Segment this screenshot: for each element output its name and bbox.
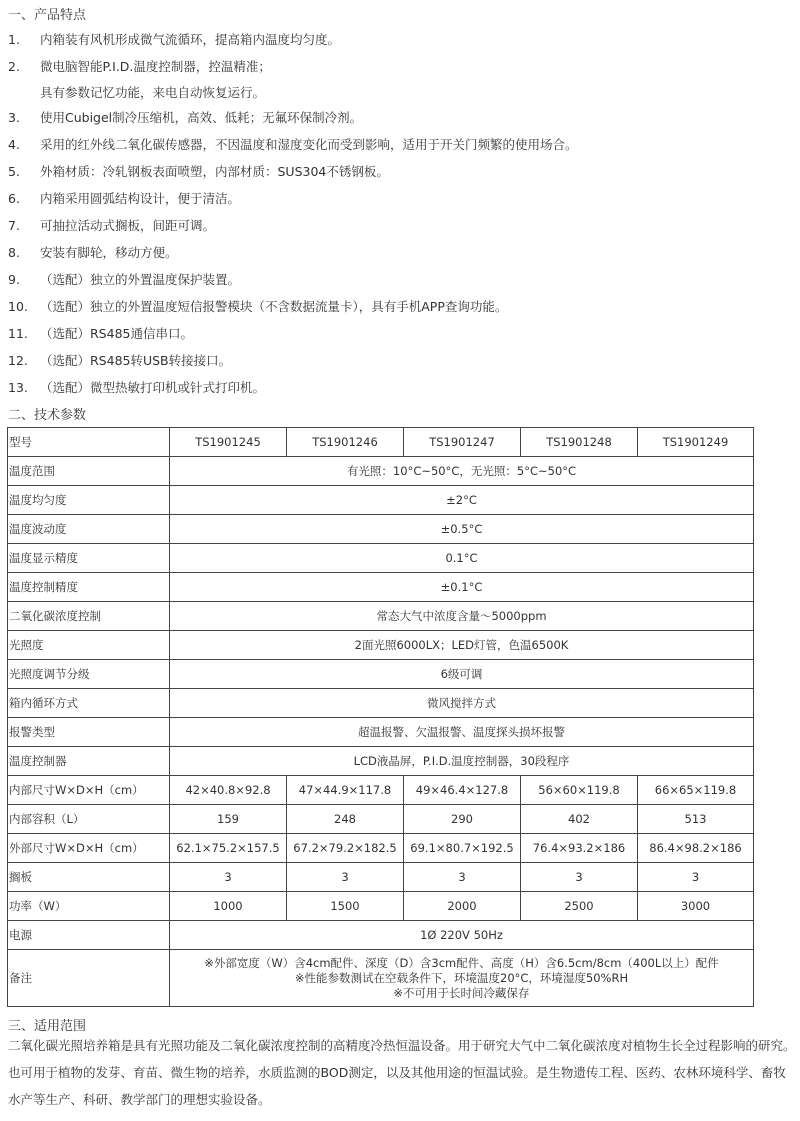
table-row (8, 747, 754, 776)
cell-value: 402 (521, 805, 638, 834)
feature-number: 9. (8, 272, 20, 287)
row-label: 光照度 (8, 631, 170, 660)
cell-value: 3 (521, 863, 638, 892)
row-value: 有光照：10°C~50°C，无光照：5°C~50°C (170, 457, 754, 486)
section-title-specs: 二、技术参数 (8, 408, 87, 423)
cell-value: 3 (287, 863, 404, 892)
row-value: ±0.1°C (170, 573, 754, 602)
model-header: TS1901246 (287, 428, 404, 457)
row-label: 外部尺寸W×D×H（cm） (8, 834, 170, 863)
row-label: 内部容积（L） (8, 805, 170, 834)
table-row (8, 573, 754, 602)
section-title-applications: 三、适用范围 (8, 1019, 87, 1034)
feature-text: 具有参数记忆功能，来电自动恢复运行。 (40, 85, 266, 100)
row-label: 光照度调节分级 (8, 660, 170, 689)
table-row (8, 863, 754, 892)
table-row (8, 892, 754, 921)
model-header: TS1901249 (638, 428, 754, 457)
cell-value: 3 (638, 863, 754, 892)
cell-value: 62.1×75.2×157.5 (170, 834, 287, 863)
cell-value: 86.4×98.2×186 (638, 834, 754, 863)
feature-text: 使用Cubigel制冷压缩机，高效、低耗；无氟环保制冷剂。 (40, 110, 363, 125)
row-label: 备注 (8, 950, 170, 1007)
row-value: ±0.5°C (170, 515, 754, 544)
row-value: 6级可调 (170, 660, 754, 689)
row-value: LCD液晶屏，P.I.D.温度控制器，30段程序 (170, 747, 754, 776)
feature-number: 1. (8, 32, 20, 47)
feature-text: 可抽拉活动式搁板，间距可调。 (40, 218, 216, 233)
cell-value: 2500 (521, 892, 638, 921)
row-value: 微风搅拌方式 (170, 689, 754, 718)
feature-number: 13. (8, 380, 28, 395)
table-row (8, 515, 754, 544)
row-label: 温度控制精度 (8, 573, 170, 602)
cell-value: 1500 (287, 892, 404, 921)
table-row (8, 689, 754, 718)
table-row (8, 834, 754, 863)
row-value: 0.1°C (170, 544, 754, 573)
feature-text: 内箱采用圆弧结构设计，便于清洁。 (40, 191, 241, 206)
feature-text: （选配）RS485通信串口。 (40, 326, 193, 341)
cell-value: 290 (404, 805, 521, 834)
row-label: 二氧化碳浓度控制 (8, 602, 170, 631)
feature-text: （选配）独立的外置温度保护装置。 (40, 272, 241, 287)
spec-table (7, 427, 754, 1007)
row-label: 内部尺寸W×D×H（cm） (8, 776, 170, 805)
feature-number: 4. (8, 137, 20, 152)
feature-text: 微电脑智能P.I.D.温度控制器，控温精准； (40, 59, 271, 74)
feature-text: 外箱材质：冷轧钢板表面喷塑，内部材质：SUS304不锈钢板。 (40, 164, 389, 179)
table-row (8, 921, 754, 950)
feature-number: 12. (8, 353, 28, 368)
feature-text: 安装有脚轮，移动方便。 (40, 245, 178, 260)
table-row (8, 776, 754, 805)
row-value: 2面光照6000LX；LED灯管，色温6500K (170, 631, 754, 660)
feature-text: 采用的红外线二氧化碳传感器，不因温度和湿度变化而受到影响，适用于开关门频繁的使用场合。 (40, 137, 578, 152)
row-value: 超温报警、欠温报警、温度探头损坏报警 (170, 718, 754, 747)
cell-value: 66×65×119.8 (638, 776, 754, 805)
table-row (8, 805, 754, 834)
cell-value: 3 (404, 863, 521, 892)
feature-number: 10. (8, 299, 28, 314)
table-row (8, 486, 754, 515)
cell-value: 2000 (404, 892, 521, 921)
row-value: ±2°C (170, 486, 754, 515)
cell-value: 42×40.8×92.8 (170, 776, 287, 805)
cell-value: 56×60×119.8 (521, 776, 638, 805)
table-header-row (8, 428, 754, 457)
cell-value: 159 (170, 805, 287, 834)
section-title-features: 一、产品特点 (8, 8, 87, 23)
feature-text: （选配）RS485转USB转接接口。 (40, 353, 232, 368)
notes-cell (170, 950, 754, 1007)
row-label: 电源 (8, 921, 170, 950)
row-value: 常态大气中浓度含量～5000ppm (170, 602, 754, 631)
cell-value: 513 (638, 805, 754, 834)
feature-text: （选配）微型热敏打印机或针式打印机。 (40, 380, 266, 395)
row-label: 箱内循环方式 (8, 689, 170, 718)
cell-value: 3 (170, 863, 287, 892)
row-label: 温度范围 (8, 457, 170, 486)
table-row (8, 544, 754, 573)
table-row (8, 631, 754, 660)
model-header: TS1901247 (404, 428, 521, 457)
feature-number: 3. (8, 110, 20, 125)
table-notes-row (8, 950, 754, 1007)
row-label: 温度显示精度 (8, 544, 170, 573)
feature-number: 6. (8, 191, 20, 206)
table-row (8, 457, 754, 486)
feature-number: 5. (8, 164, 20, 179)
table-row (8, 602, 754, 631)
row-label: 报警类型 (8, 718, 170, 747)
cell-value: 47×44.9×117.8 (287, 776, 404, 805)
model-header: TS1901248 (521, 428, 638, 457)
row-label: 搁板 (8, 863, 170, 892)
note-line: ※不可用于长时间冷藏保存 (393, 985, 530, 1000)
row-label: 功率（W） (8, 892, 170, 921)
cell-value: 3000 (638, 892, 754, 921)
model-header: TS1901245 (170, 428, 287, 457)
cell-value: 76.4×93.2×186 (521, 834, 638, 863)
table-row (8, 718, 754, 747)
note-line: ※性能参数测试在空载条件下，环境温度20°C，环境湿度50%RH (294, 970, 629, 985)
feature-text: 内箱装有风机形成微气流循环，提高箱内温度均匀度。 (40, 32, 341, 47)
row-value: 1Ø 220V 50Hz (170, 921, 754, 950)
row-label: 温度波动度 (8, 515, 170, 544)
cell-value: 248 (287, 805, 404, 834)
row-label: 型号 (8, 428, 170, 457)
row-label: 温度均匀度 (8, 486, 170, 515)
note-line: ※外部宽度（W）含4cm配件、深度（D）含3cm配件、高度（H）含6.5cm/8cm（400L以上）配件 (204, 955, 719, 970)
feature-text: （选配）独立的外置温度短信报警模块（不含数据流量卡），具有手机APP查询功能。 (40, 299, 508, 314)
cell-value: 69.1×80.7×192.5 (404, 834, 521, 863)
feature-number: 8. (8, 245, 20, 260)
feature-number: 11. (8, 326, 28, 341)
table-row (8, 660, 754, 689)
feature-number: 2. (8, 59, 20, 74)
cell-value: 67.2×79.2×182.5 (287, 834, 404, 863)
row-label: 温度控制器 (8, 747, 170, 776)
applications-paragraph: 二氧化碳光照培养箱是具有光照功能及二氧化碳浓度控制的高精度冷热恒温设备。用于研究大气中二氧化碳浓度对植物生长全过程影响的研究。也可用于植物的发芽、育苗、微生物的培养，水质监测的BOD测定，以及其他用途的恒温试验。是生物遗传工程、医药、农林环境科学、畜牧水产等生产、科研、教学部门的理想实验设备。 (8, 1038, 796, 1107)
cell-value: 1000 (170, 892, 287, 921)
feature-number: 7. (8, 218, 20, 233)
cell-value: 49×46.4×127.8 (404, 776, 521, 805)
